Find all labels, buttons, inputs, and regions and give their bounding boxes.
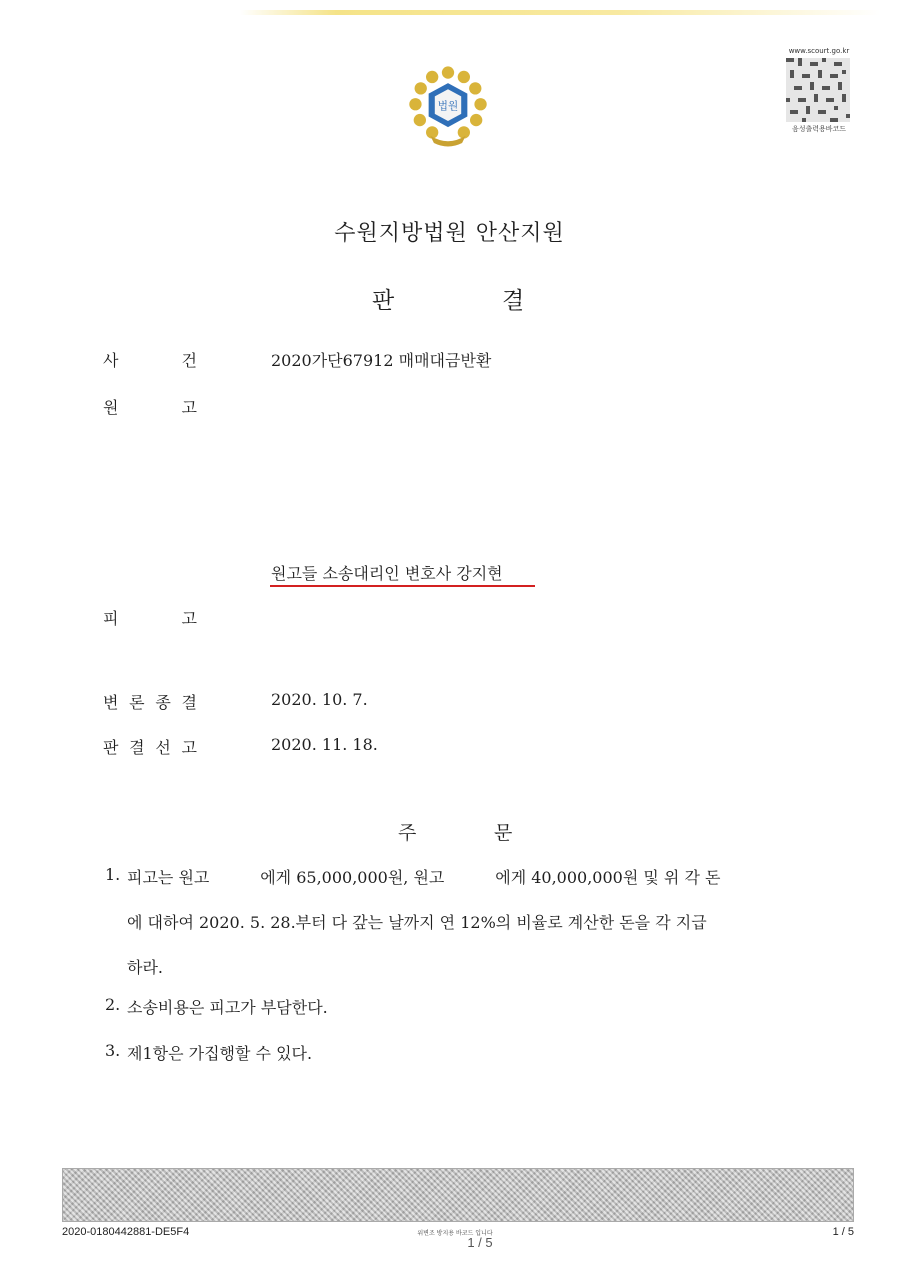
judgment-item-1-line-3: 하라. (127, 958, 163, 977)
barcode-note: 위변조 방지용 바코드 입니다 (417, 1230, 493, 1237)
plaintiff-counsel: 원고들 소송대리인 변호사 강지현 (271, 564, 503, 583)
top-scan-streak (240, 10, 880, 15)
case-value: 2020가단67912 매매대금반환 (271, 351, 492, 370)
judgment-title-char-2: 문 (494, 822, 513, 844)
judgment-item-3-line-1: 제1항은 가집행할 수 있다. (127, 1044, 313, 1063)
plaintiff-label: 원 고 (103, 398, 197, 417)
ruling-label: 판 결 선 고 (103, 738, 197, 757)
qr-caption: 음성출력용바코드 (791, 125, 847, 133)
ruling-date: 2020. 11. 18. (271, 735, 378, 754)
court-name: 수원지방법원 안산지원 (334, 221, 565, 246)
seal-text: 법원 (437, 100, 459, 113)
document-id: 2020-0180442881-DE5F4 (62, 1226, 190, 1238)
court-seal-icon (404, 62, 492, 150)
judgment-item-1-line-1: 피고는 원고 에게 65,000,000원, 원고 에게 40,000,000원 및 위 각 돈 (127, 868, 721, 887)
doc-title-char-1: 판 (372, 288, 395, 314)
qr-code-icon (786, 58, 850, 122)
judgment-item-1-line-2: 에 대하여 2020. 5. 28.부터 다 갚는 날까지 연 12%의 비율로 계산한 돈을 각 지급 (127, 913, 707, 932)
closing-label: 변 론 종 결 (103, 693, 197, 712)
judgment-item-1-num: 1. (105, 865, 121, 884)
judgment-item-2-num: 2. (105, 995, 121, 1014)
counsel-underline (270, 585, 535, 587)
judgment-item-2-line-1: 소송비용은 피고가 부담한다. (127, 998, 328, 1017)
anti-forgery-barcode-strip (62, 1168, 854, 1222)
closing-date: 2020. 10. 7. (271, 690, 368, 709)
judgment-item-3-num: 3. (105, 1041, 121, 1060)
doc-title-char-2: 결 (502, 288, 525, 314)
page-number-right: 1 / 5 (832, 1226, 854, 1238)
judgment-title-char-1: 주 (398, 822, 417, 844)
case-label: 사 건 (103, 351, 197, 370)
page-number-center: 1 / 5 (467, 1235, 493, 1250)
qr-url: www.scourt.go.kr (788, 47, 850, 55)
defendant-label: 피 고 (103, 609, 197, 628)
